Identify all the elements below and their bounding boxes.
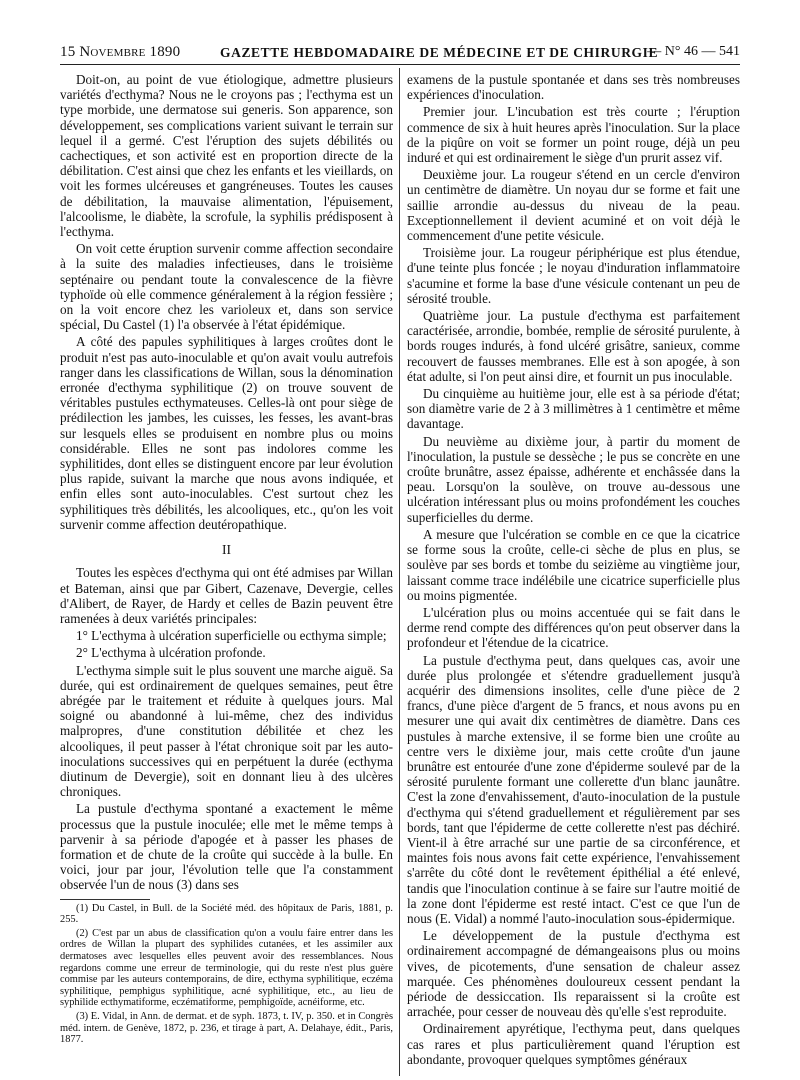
paragraph: L'ecthyma simple suit le plus souvent une marche aiguë. Sa durée, qui est ordinairement de quelques semaines, peut être abrégée par le traitement et réduite à quelques jours. Mal soigné ou abandonné à lui-même, chez des individus malpropres, d'une constitution débilitée et chez les alcooliques, il peut passer à l'état chronique soit par les auto-inoculations successives qui en perpétuent la durée (ecthyma diutinum de Devergie), soit en donnant lieu à des ulcères chroniques.	[60, 662, 393, 800]
column-divider	[399, 68, 400, 1076]
footnote-rule	[60, 899, 150, 900]
paragraph: L'ulcération plus ou moins accentuée qui se fait dans le derme rend compte des différences qu'on peut observer dans la profondeur et l'étendue de la cicatrice.	[407, 604, 740, 651]
header-date: 15 Novembre 1890	[60, 44, 181, 60]
paragraph: Troisième jour. La rougeur périphérique est plus étendue, d'une teinte plus foncée ; le noyau d'induration inflammatoire s'acumine et forme la base d'une vésicule contenant un peu de sérosité trouble.	[407, 245, 740, 306]
running-header	[60, 44, 740, 64]
paragraph: A mesure que l'ulcération se comble en ce que la cicatrice se forme sous la croûte, celle-ci sèche de plus en plus, se soulève par ses bords et tombe du seizième au vingtième jour, laissant comme trace indélébile une cicatrice superficielle plus ou moins pigmentée.	[407, 526, 740, 603]
list-item: 2° L'ecthyma à ulcération profonde.	[76, 645, 266, 661]
paragraph: Toutes les espèces d'ecthyma qui ont été admises par Willan et Bateman, ainsi que par Gibert, Cazenave, Devergie, celles d'Alibert, de Rayer, de Hardy et celles de Bazin peuvent être ramenées à deux variétés principales:	[60, 565, 393, 626]
paragraph: Du neuvième au dixième jour, à partir du moment de l'inoculation, la pustule se dessèche ; le pus se concrète en une croûte brunâtre, assez épaisse, adhérente et enchâssée dans la peau. Lorsqu'on la soulève, on trouve au-dessous une ulcération intéressant plus ou moins profondément les couches superficielles du derme.	[407, 433, 740, 525]
header-rule	[60, 64, 740, 65]
paragraph: Doit-on, au point de vue étiologique, admettre plusieurs variétés d'ecthyma? Nous ne le croyons pas ; l'ecthyma est un type morbide, une dermatose sui generis. Son apparence, son développement, ses complications varient suivant le terrain sur lequel il a germé. C'est l'éruption des sujets débilités ou cachectiques, et son activité est en proportion directe de la débilitation. C'est ainsi que chez les enfants et les vieillards, on voit les formes ulcéreuses et gangréneuses. Toutes les causes de débilitation, la mauvaise alimentation, l'épuisement, l'alcoolisme, le diabète, la scrofule, la syphilis prédisposent à l'ecthyma.	[60, 72, 393, 240]
paragraph: Le développement de la pustule d'ecthyma est ordinairement accompagné de démangeaisons plus ou moins vives, de picotements, d'une sensation de chaleur assez marquée. Ces phénomènes douloureux cessent pendant la période de dessiccation. Ils reparaissent si la croûte est arrachée, pour cesser de nouveau dès qu'elle s'est reproduite.	[407, 928, 740, 1020]
paragraph: La pustule d'ecthyma spontané a exactement le même processus que la pustule inoculée; elle met le même temps à parvenir à sa période d'apogée et à passer les phases de formation et de chute de la croûte qui succède à la bulle. En voici, jour par jour, l'évolution telle que l'a constamment observée l'un de nous (3) dans ses	[60, 801, 393, 893]
paragraph: La pustule d'ecthyma peut, dans quelques cas, avoir une durée plus prolongée et s'étendre graduellement jusqu'à acquérir des dimensions insolites, celle d'une pièce de 2 francs, d'une pièce d'argent de 5 francs, et nous avons pu en mesurer une qui avait dix centimètres de diamètre. Dans ces pustules à marche extensive, il se forme bien une croûte au centre vers le dixième jour, mais cette croûte d'un jaune brunâtre est entourée d'une zone d'épiderme soulevé par de la sérosité purulente formant une collerette d'un blanc jaunâtre. C'est la zone d'envahissement, d'auto-inoculation de la pustule d'ecthyma qui s'étend graduellement et régulièrement par ses bords, tant que l'épiderme de cette collerette n'est pas déchiré. Vient-il à être arraché sur une partie de sa circonférence, et maintes fois nous avons fait cette expérience, l'envahissement s'arrête du côté dont le revêtement épithélial a été enlevé, tandis que l'inoculation continue à se faire sur l'autre moitié de la zone dont l'épiderme est resté intact. C'est ce que l'un de nous (E. Vidal) a nommé l'auto-inoculation sous-épidermique.	[407, 652, 740, 926]
paragraph: Deuxième jour. La rougeur s'étend en un cercle d'environ un centimètre de diamètre. Un noyau dur se forme et fait une saillie arrondie au-dessus du niveau de la peau. Exceptionnellement il devient acuminé et on voit déjà le commencement d'une petite vésicule.	[407, 167, 740, 244]
paragraph: Ordinairement apyrétique, l'ecthyma peut, dans quelques cas rares et plus particulièrement quand l'éruption est abondante, provoquer quelques symptômes généraux	[407, 1021, 740, 1067]
paragraph: Quatrième jour. La pustule d'ecthyma est parfaitement caractérisée, arrondie, bombée, remplie de sérosité purulente, à bords rouges indurés, à fond ulcéré grisâtre, sanieux, comme recouvert de fausses membranes. Elle est à son apogée, à son état adulte, si l'on peut ainsi dire, et fournit un pus inoculable.	[407, 308, 740, 384]
list-item: 1° L'ecthyma à ulcération superficielle ou ecthyma simple;	[76, 628, 387, 644]
paragraph: Du cinquième au huitième jour, elle est à sa période d'état; son diamètre varie de 2 à 3 millimètres à 1 centimètre et même davantage.	[407, 386, 740, 432]
left-column	[60, 72, 393, 1048]
footnote: (1) Du Castel, in Bull. de la Société méd. des hôpitaux de Paris, 1881, p. 255.	[60, 902, 393, 926]
paragraph: On voit cette éruption survenir comme affection secondaire à la suite des maladies infectieuses, dans le troisième septénaire ou pendant toute la convalescence de la fièvre typhoïde où elle commence généralement à la région fessière ; on la voit encore chez les varioleux et, dans son service spécial, Du Castel (1) l'a observée à l'état épidémique.	[60, 241, 393, 333]
right-column	[407, 72, 740, 1069]
paragraph: A côté des papules syphilitiques à larges croûtes dont le produit n'est pas auto-inoculable et qu'on avait voulu autrefois ranger dans les classifications de Willan, sous la dénomination erronée d'ecthyma syphilitique (2) on trouve souvent de véritables pustules ecthymateuses. Celles-là ont pour siège de prédilection les jambes, les cuisses, les fesses, les avant-bras sur lesquels elles se produisent en nombre plus ou moins considérable. Elles ne sont pas indolores comme les syphilitides, dont elles se distinguent encore par leur évolution plus rapide, suivant la marche que nous avons indiquée, et enfin elles sont auto-inoculables. C'est surtout chez les syphilitiques très débilités, les alcooliques, etc., qu'on les voit survenir comme affection deutéropathique.	[60, 334, 393, 532]
footnote: (3) E. Vidal, in Ann. de dermat. et de syph. 1873, t. IV, p. 350. et in Congrès méd. intern. de Genève, 1872, p. 236, et tirage à part, A. Delahaye, édit., Paris, 1877.	[60, 1010, 393, 1046]
header-journal-title: GAZETTE HEBDOMADAIRE DE MÉDECINE ET DE CHIRURGIE	[220, 45, 659, 60]
paragraph: Premier jour. L'incubation est très courte ; l'éruption commence de six à huit heures après l'inoculation. Sur la place de la piqûre on voit se former un point rouge, déjà un peu induré et qui est ordinairement le siège d'un prurit assez vif.	[407, 104, 740, 166]
footnote: (2) C'est par un abus de classification qu'on a voulu faire entrer dans les ordres de Willan la plupart des syphilides cutanées, et les assimiler aux dermatoses avec lesquelles elles peuvent avoir des ressemblances. Nous regardons comme une erreur de terminologie, qui du reste n'est plus guère commise par les auteurs contemporains, de dire, ecthyma syphilitique, eczéma syphilitique, pemphigus syphilitique, acné syphilitique, etc., au lieu de syphilide ecthymatiforme, eczématiforme, pemphigoïde, acnéiforme, etc.	[60, 927, 393, 1009]
section-title: II	[222, 542, 231, 558]
header-issue-page: — N° 46 — 541	[647, 44, 740, 59]
paragraph: examens de la pustule spontanée et dans ses très nombreuses expériences d'inoculation.	[407, 72, 740, 103]
